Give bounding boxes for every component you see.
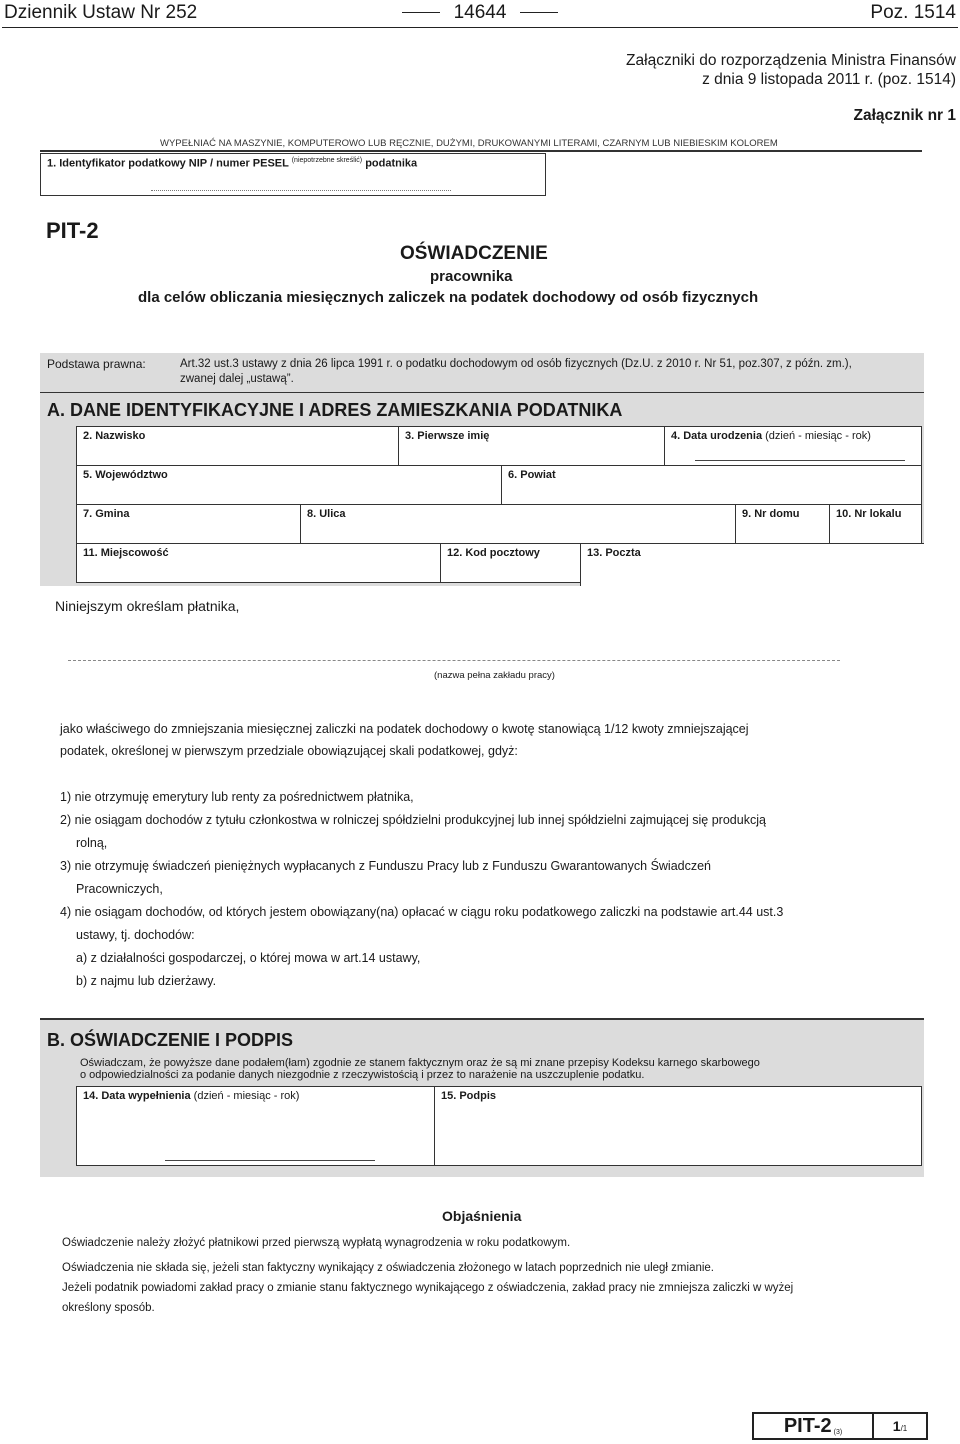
- voivodeship-field[interactable]: [76, 465, 502, 505]
- condition-4-cont: ustawy, tj. dochodów:: [76, 928, 195, 942]
- condition-3-cont: Pracowniczych,: [76, 882, 163, 896]
- section-b-panel: [40, 1018, 924, 1177]
- page-number-text: 14644: [453, 2, 507, 23]
- stamp-page-total: /1: [900, 1424, 908, 1433]
- declaration-text: [80, 1057, 760, 1081]
- fill-date-line: [165, 1160, 375, 1161]
- birth-date-label-main: 4. Data urodzenia: [671, 430, 763, 442]
- commune-field[interactable]: [76, 504, 301, 544]
- condition-2-cont: rolną,: [76, 836, 108, 850]
- condition-4a: a) z działalności gospodarczej, o której mowa w art.14 ustawy,: [76, 951, 421, 965]
- position-number: Poz. 1514: [870, 2, 956, 23]
- tax-id-input-line: [151, 190, 451, 191]
- explanations-title: Objaśnienia: [442, 1208, 522, 1224]
- surname-label: 2. Nazwisko: [83, 430, 146, 442]
- postal-code-label: 12. Kod pocztowy: [447, 547, 540, 559]
- apartment-number-field[interactable]: [829, 504, 922, 544]
- form-title: OŚWIADCZENIE: [400, 243, 548, 264]
- fill-date-field[interactable]: [76, 1086, 435, 1166]
- birth-date-label: [671, 430, 871, 442]
- explanation-3: Jeżeli podatnik powiadomi zakład pracy o zmianie stanu faktycznego wynikającego z oświadczenia, zakład pracy nie zmniejsza zaliczki w wyżej: [62, 1282, 794, 1294]
- post-office-label: 13. Poczta: [587, 547, 641, 559]
- section-a-title: A. DANE IDENTYFIKACYJNE I ADRES ZAMIESZKANIA PODATNIKA: [47, 400, 623, 420]
- surname-field[interactable]: [76, 426, 399, 466]
- signature-label: 15. Podpis: [441, 1090, 497, 1102]
- county-field[interactable]: [501, 465, 922, 505]
- regulation-line-2: z dnia 9 listopada 2011 r. (poz. 1514): [702, 71, 956, 88]
- street-field[interactable]: [300, 504, 736, 544]
- section-b-title: B. OŚWIADCZENIE I PODPIS: [47, 1030, 294, 1050]
- birth-date-field[interactable]: [664, 426, 922, 466]
- apartment-number-label: 10. Nr lokalu: [836, 508, 902, 520]
- fill-date-hint: (dzień - miesiąc - rok): [193, 1090, 300, 1102]
- explanation-2: Oświadczenia nie składa się, jeżeli stan faktyczny wynikający z oświadczenia złożonego w latach poprzednich nie uległ zmianie.: [62, 1262, 715, 1274]
- stamp-page: 1: [892, 1418, 901, 1434]
- explanation-3-cont: określony sposób.: [62, 1302, 155, 1314]
- stamp-page-cell: [874, 1414, 926, 1438]
- declaration-line-1: Oświadczam, że powyższe dane podałem(łam) zgodnie ze stanem faktycznym oraz że są mi znane przepisy Kodeksu karnego skarbowego: [80, 1057, 760, 1069]
- statement-line-2: podatek, określonej w pierwszym przedziale obowiązującej skali podatkowej, gdyż:: [60, 744, 518, 758]
- statement-line-1: jako właściwego do zmniejszania miesięcznej zaliczki na podatek dochodowy o kwotę stanowiącą 1/12 kwoty zmniejszającej: [60, 722, 749, 736]
- journal-title: Dziennik Ustaw Nr 252: [4, 2, 198, 23]
- pit2-form: [0, 125, 960, 1444]
- birth-date-hint: (dzień - miesiąc - rok): [765, 430, 871, 442]
- town-label: 11. Miejscowość: [83, 547, 169, 559]
- stamp-code-cell: [754, 1414, 874, 1438]
- voivodeship-label: 5. Województwo: [83, 469, 168, 481]
- fill-date-label: [83, 1090, 299, 1102]
- conditions-list: [60, 786, 912, 993]
- form-stamp: [752, 1412, 928, 1440]
- house-number-label: 9. Nr domu: [742, 508, 800, 520]
- payer-caption: (nazwa pełna zakładu pracy): [434, 670, 555, 681]
- legal-basis-line-2: zwanej dalej „ustawą”.: [180, 373, 294, 385]
- fill-date-label-main: 14. Data wypełnienia: [83, 1090, 191, 1102]
- first-name-field[interactable]: [398, 426, 665, 466]
- tax-id-label-note: (niepotrzebne skreślić): [291, 157, 363, 164]
- tax-id-label-main: 1. Identyfikator podatkowy NIP / numer PESEL: [47, 157, 289, 170]
- town-field[interactable]: [76, 543, 441, 583]
- condition-2: 2) nie osiągam dochodów z tytułu członkostwa w rolniczej spółdzielni produkcyjnej lub innej spółdzielni zajmującej się produkcją: [60, 813, 766, 827]
- regulation-reference: [626, 51, 956, 89]
- condition-3: 3) nie otrzymuję świadczeń pieniężnych wypłacanych z Funduszu Pracy lub z Funduszu Gwarantowanych Świadczeń: [60, 859, 712, 873]
- section-a-panel: [40, 353, 924, 586]
- legal-basis-text: [180, 357, 852, 387]
- condition-4: 4) nie osiągam dochodów, od których jestem obowiązany(na) opłacać w ciągu roku podatkowego zaliczki na podstawie art.44 ust.3: [60, 905, 784, 919]
- post-office-field[interactable]: [580, 543, 924, 586]
- form-subtitle: pracownika: [430, 268, 513, 285]
- tax-id-label-end: podatnika: [365, 157, 418, 170]
- annex-label: Załącznik nr 1: [853, 107, 956, 124]
- stamp-code: PIT-2: [783, 1414, 832, 1437]
- regulation-line-1: Załączniki do rozporządzenia Ministra Finansów: [626, 52, 956, 69]
- commune-label: 7. Gmina: [83, 508, 130, 520]
- condition-1: 1) nie otrzymuję emerytury lub renty za pośrednictwem płatnika,: [60, 790, 414, 804]
- form-subtitle-2: dla celów obliczania miesięcznych zaliczek na podatek dochodowy od osób fizycznych: [138, 289, 759, 306]
- condition-4b: b) z najmu lub dzierżawy.: [76, 974, 217, 988]
- tax-id-field[interactable]: [40, 153, 546, 196]
- form-instruction: WYPEŁNIAĆ NA MASZYNIE, KOMPUTEROWO LUB RĘCZNIE, DUŻYMI, DRUKOWANYMI LITERAMI, CZARNYM LUB NIEBIESKIM KOLOREM: [160, 138, 778, 149]
- street-label: 8. Ulica: [307, 508, 346, 520]
- postal-code-field[interactable]: [440, 543, 581, 583]
- legal-basis-rule: [40, 392, 924, 393]
- payer-name-line[interactable]: [68, 660, 840, 661]
- explanation-1: Oświadczenie należy złożyć płatnikowi przed pierwszą wypłatą wynagrodzenia w roku podatkowym.: [62, 1237, 571, 1249]
- legal-basis-line-1: Art.32 ust.3 ustawy z dnia 26 lipca 1991 r. o podatku dochodowym od osób fizycznych (Dz.U. z 2010 r. Nr 51, poz.307, z późn. zm.),: [180, 358, 852, 370]
- statement-block: [60, 718, 912, 762]
- legal-basis-label: Podstawa prawna:: [47, 357, 146, 371]
- stamp-version: (3): [833, 1428, 843, 1436]
- payer-intro: Niniejszym określam płatnika,: [55, 598, 240, 614]
- page-number: [0, 2, 960, 24]
- birth-date-line: [695, 460, 905, 461]
- explanations-list: [62, 1233, 922, 1318]
- house-number-field[interactable]: [735, 504, 830, 544]
- county-label: 6. Powiat: [508, 469, 556, 481]
- tax-id-label: [47, 157, 417, 170]
- first-name-label: 3. Pierwsze imię: [405, 430, 490, 442]
- signature-field[interactable]: [434, 1086, 922, 1166]
- instruction-rule: [40, 150, 922, 152]
- form-code: PIT-2: [46, 218, 99, 243]
- header-rule: [2, 27, 958, 28]
- declaration-line-2: o odpowiedzialności za podanie danych niezgodnie z rzeczywistością i przez to narażenie na uszczuplenie podatku.: [80, 1069, 645, 1081]
